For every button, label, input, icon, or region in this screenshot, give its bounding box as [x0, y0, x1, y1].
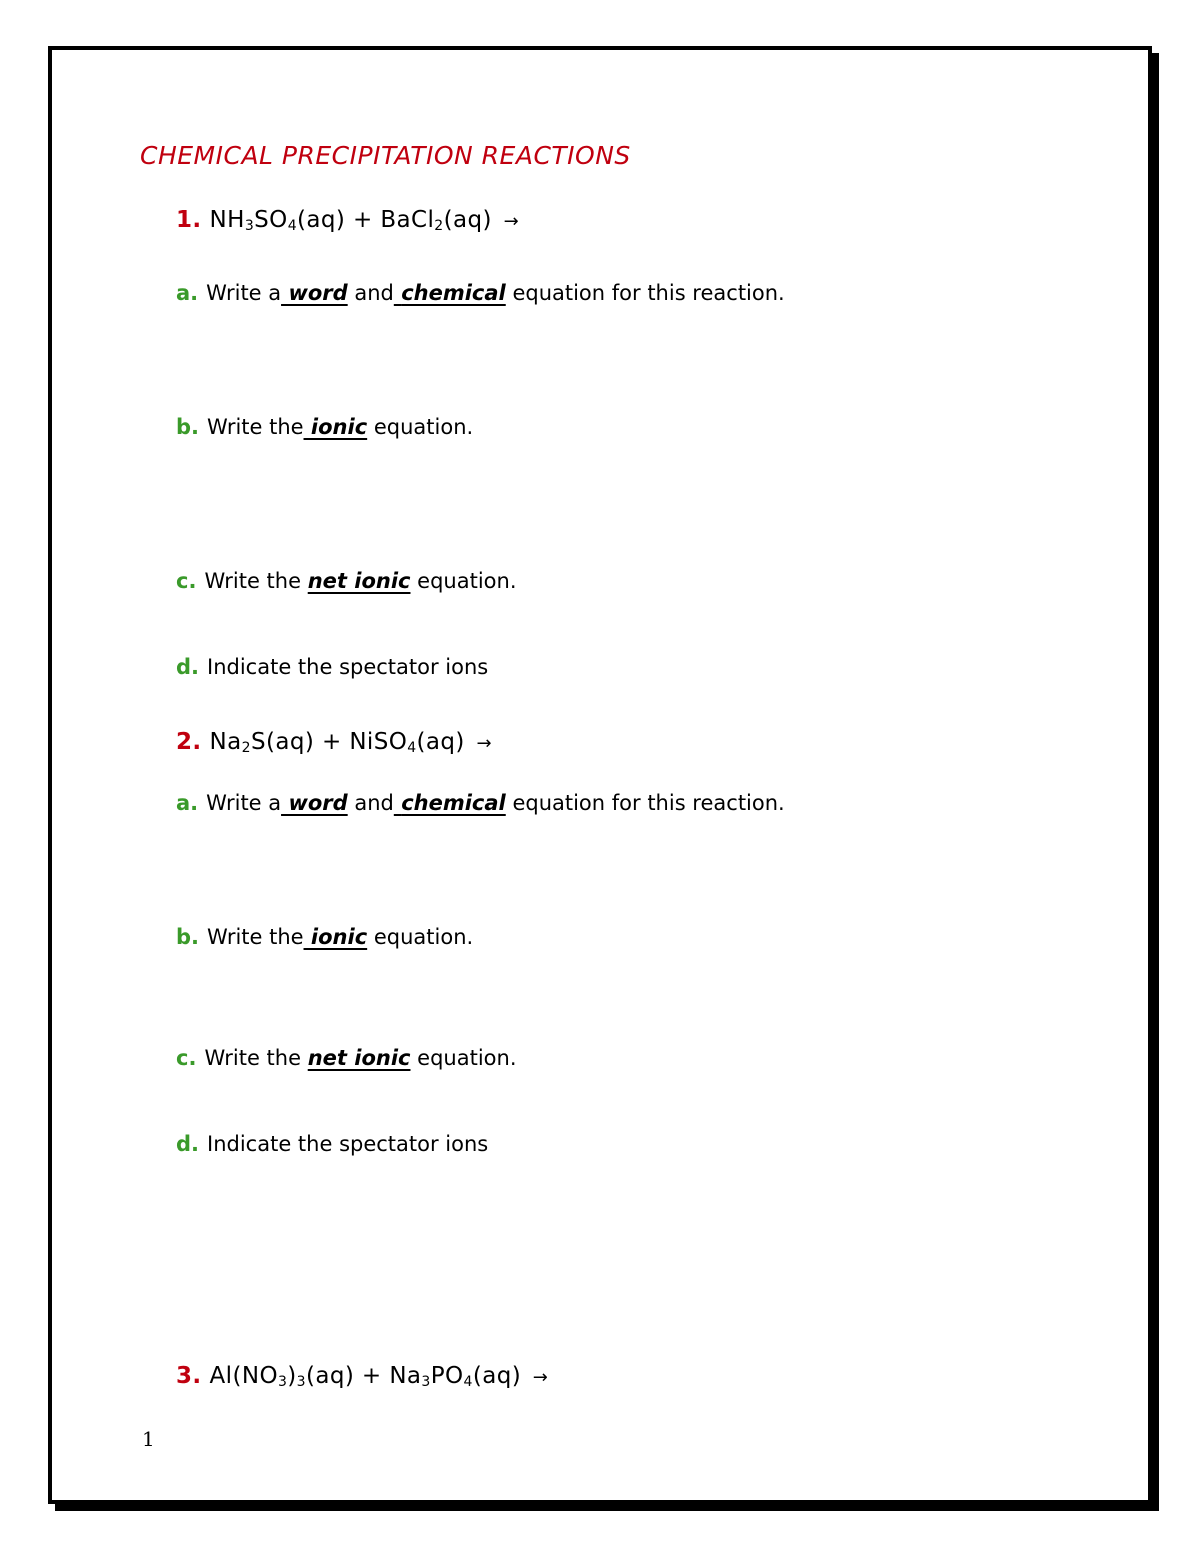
page-number: 1	[142, 1427, 155, 1451]
keyword-word: word	[288, 791, 348, 815]
problem-1-item-d: d. Indicate the spectator ions	[176, 655, 489, 679]
keyword-net-ionic: net ionic	[307, 1046, 411, 1070]
arrow-icon: →	[503, 211, 520, 232]
arrow-icon: →	[476, 733, 492, 754]
keyword-ionic: ionic	[310, 925, 368, 949]
problem-1-item-b: b. Write the ionic equation.	[176, 415, 474, 439]
problem-2-item-a: a. Write a word and chemical equation for this reaction.	[176, 791, 785, 815]
problem-1-item-a: a. Write a word and chemical equation for this reaction.	[176, 281, 785, 305]
problem-2-equation: 2. $Na_2S(aq)$ + NiSO$_4$(aq) →	[176, 729, 492, 756]
problem-number: 1.	[176, 207, 202, 233]
keyword-ionic: ionic	[310, 415, 368, 439]
arrow-icon: →	[532, 1367, 549, 1388]
problem-2-item-d: d. Indicate the spectator ions	[176, 1132, 489, 1156]
page-title: CHEMICAL PRECIPITATION REACTIONS	[140, 141, 631, 170]
problem-number: 3.	[176, 1363, 202, 1389]
problem-1-equation: 1. $NH_3SO_4(aq)$ + BaCl$_2$(aq) →	[176, 207, 520, 234]
problem-2-item-c: c. Write the net ionic equation.	[176, 1046, 517, 1070]
keyword-word: word	[288, 281, 348, 305]
keyword-chemical: chemical	[401, 281, 506, 305]
problem-3-equation: 3. $Al(NO_3)_3(aq) + Na_3PO_4(aq)$ →	[176, 1363, 549, 1390]
keyword-chemical: chemical	[401, 791, 506, 815]
problem-2-item-b: b. Write the ionic equation.	[176, 925, 474, 949]
problem-1-item-c: c. Write the net ionic equation.	[176, 569, 517, 593]
keyword-net-ionic: net ionic	[307, 569, 411, 593]
page-border	[48, 46, 1152, 1504]
problem-number: 2.	[176, 729, 202, 755]
